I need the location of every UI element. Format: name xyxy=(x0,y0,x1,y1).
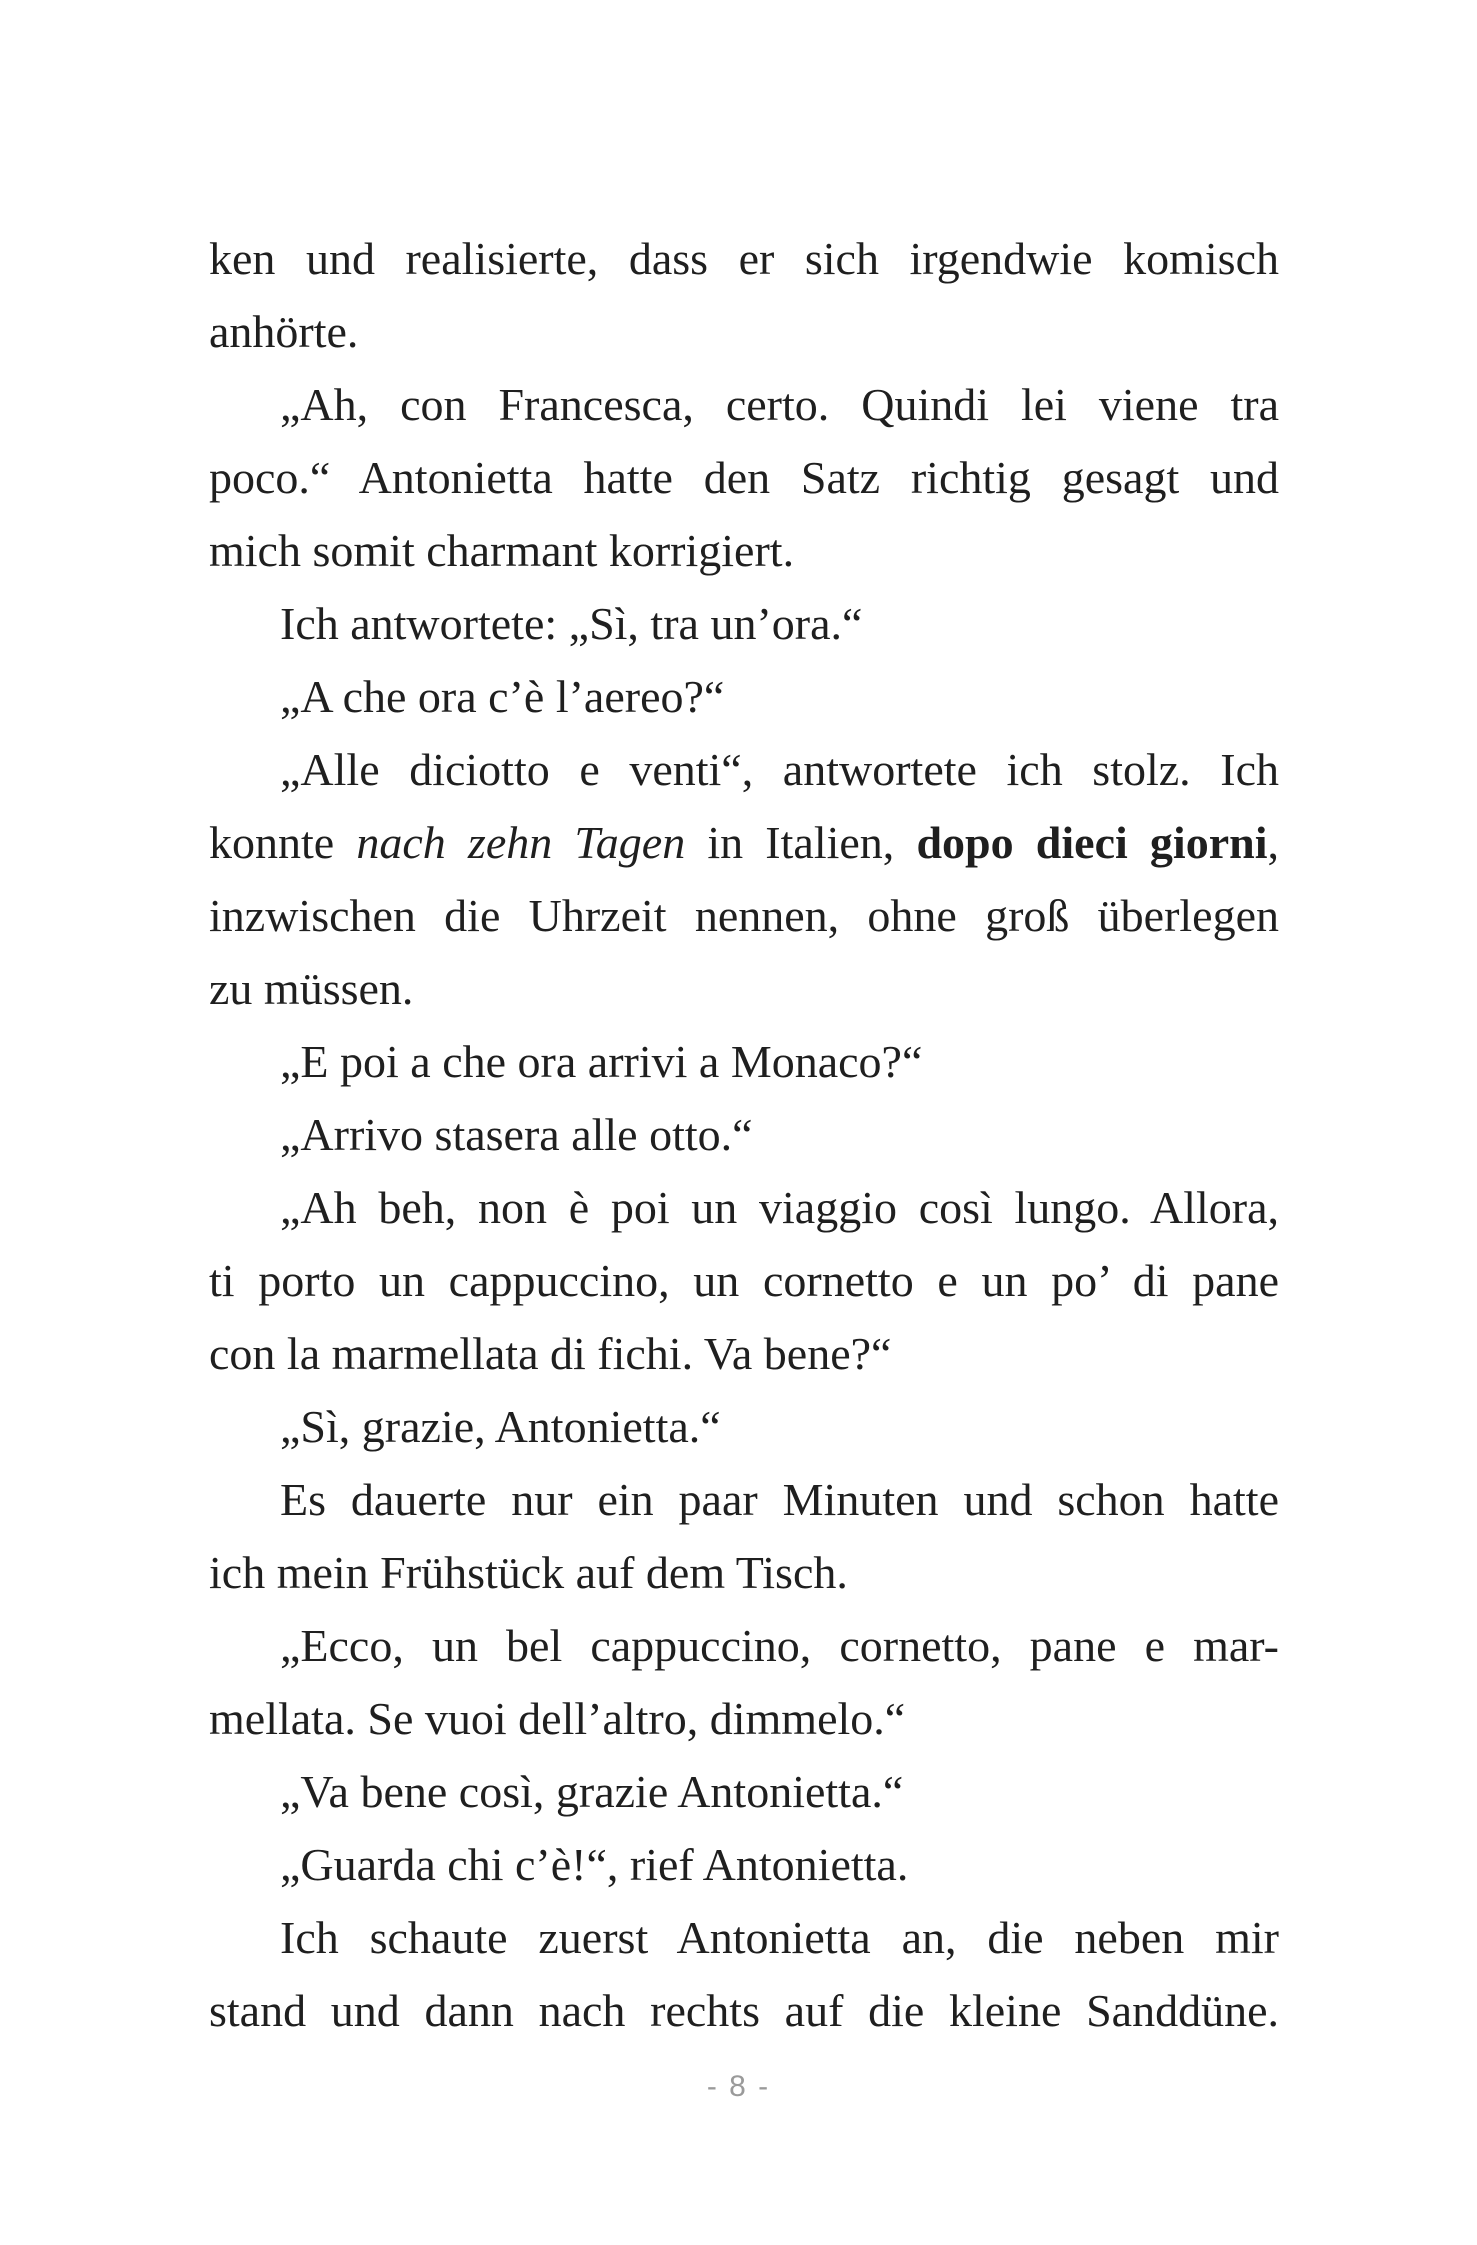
page-number: - 8 - xyxy=(706,2070,771,2103)
text-line xyxy=(209,1025,1279,1098)
text-segment: „Va bene così, grazie Antonietta.“ xyxy=(280,1766,904,1817)
text-line xyxy=(209,806,1279,879)
text-line xyxy=(209,1317,1279,1390)
text-line xyxy=(209,1901,1279,1974)
text-segment: „Sì, grazie, Antonietta.“ xyxy=(280,1401,721,1452)
text-segment: stand und dann nach rechts auf die kleine Sanddüne. xyxy=(209,1985,1279,2036)
text-segment: ti porto un cappuccino, un cornetto e un po’ di pane xyxy=(209,1255,1279,1306)
text-segment: mellata. Se vuoi dell’altro, dimmelo.“ xyxy=(209,1693,906,1744)
text-segment: mich somit charmant korrigiert. xyxy=(209,525,795,576)
text-segment: „Ah, con Francesca, certo. Quindi lei viene tra xyxy=(280,379,1279,430)
text-line xyxy=(209,1171,1279,1244)
text-line xyxy=(209,1974,1279,2047)
text-line xyxy=(209,441,1279,514)
text-line xyxy=(209,295,1279,368)
text-line xyxy=(209,368,1279,441)
text-segment: „A che ora c’è l’aereo?“ xyxy=(280,671,725,722)
text-line xyxy=(209,514,1279,587)
text-line xyxy=(209,1244,1279,1317)
text-segment: ken und realisierte, dass er sich irgendwie komisch xyxy=(209,233,1279,284)
text-line xyxy=(209,1390,1279,1463)
text-line xyxy=(209,660,1279,733)
text-segment: anhörte. xyxy=(209,306,359,357)
text-line xyxy=(209,879,1279,952)
text-segment: konnte xyxy=(209,817,357,868)
text-segment: Ich antwortete: „Sì, tra un’ora.“ xyxy=(280,598,863,649)
text-segment: in Italien, xyxy=(685,817,917,868)
text-line xyxy=(209,1755,1279,1828)
text-segment: con la marmellata di fichi. Va bene?“ xyxy=(209,1328,892,1379)
bold-phrase: dopo dieci giorni xyxy=(916,817,1268,868)
text-segment: „Ah beh, non è poi un viaggio così lungo. Allora, xyxy=(280,1182,1279,1233)
text-line xyxy=(209,733,1279,806)
text-segment: Ich schaute zuerst Antonietta an, die neben mir xyxy=(280,1912,1279,1963)
text-segment: „Ecco, un bel cappuccino, cornetto, pane e mar- xyxy=(280,1620,1279,1671)
italic-phrase: nach zehn Tagen xyxy=(356,817,686,868)
text-line xyxy=(209,1828,1279,1901)
text-line xyxy=(209,222,1279,295)
text-line xyxy=(209,1098,1279,1171)
text-segment: zu müssen. xyxy=(209,963,414,1014)
text-segment: ich mein Frühstück auf dem Tisch. xyxy=(209,1547,848,1598)
text-line xyxy=(209,1609,1279,1682)
text-segment: „Guarda chi c’è!“, rief Antonietta. xyxy=(280,1839,909,1890)
text-segment: poco.“ Antonietta hatte den Satz richtig gesagt und xyxy=(209,452,1279,503)
text-segment: Es dauerte nur ein paar Minuten und schon hatte xyxy=(280,1474,1279,1525)
text-segment: , xyxy=(1267,817,1279,868)
text-line xyxy=(209,587,1279,660)
text-line xyxy=(209,1536,1279,1609)
text-segment: „Arrivo stasera alle otto.“ xyxy=(280,1109,753,1160)
text-line xyxy=(209,1463,1279,1536)
text-segment: inzwischen die Uhrzeit nennen, ohne groß überlegen xyxy=(209,890,1279,941)
text-segment: „E poi a che ora arrivi a Monaco?“ xyxy=(280,1036,923,1087)
text-segment: „Alle diciotto e venti“, antwortete ich stolz. Ich xyxy=(280,744,1279,795)
text-line xyxy=(209,1682,1279,1755)
text-line xyxy=(209,952,1279,1025)
